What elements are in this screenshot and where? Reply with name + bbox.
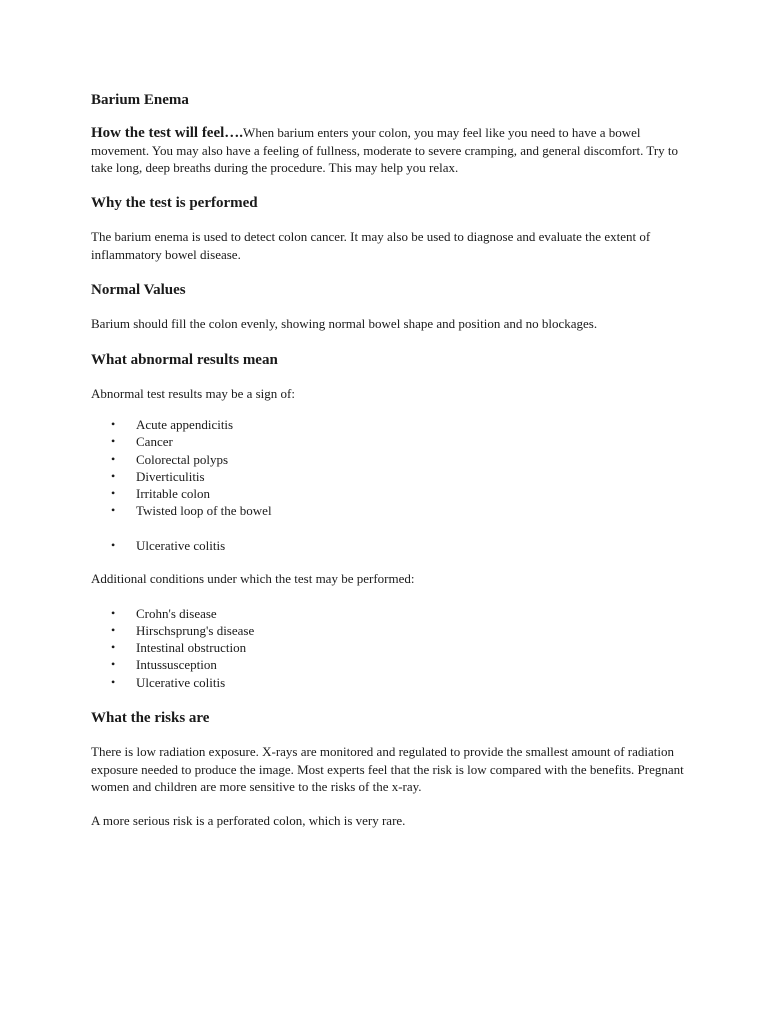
lead-text: When barium enters your colon, you may feel like you need to have a bowel movement. You may also have a feeling of fullness, moderate to severe cramping, and general discomfort. Try to take long, deep breaths during the procedure. This may help you relax. <box>91 125 679 175</box>
list-item <box>91 605 691 622</box>
list-item-text: Irritable colon <box>136 486 210 502</box>
list-item <box>91 468 691 485</box>
list-item-text: Intestinal obstruction <box>136 640 247 656</box>
list-item <box>91 416 691 433</box>
list-item <box>91 656 691 673</box>
list-item-text: Crohn's disease <box>136 605 217 621</box>
why-paragraph: The barium enema is used to detect colon cancer. It may also be used to diagnose and evaluate the extent of inflammatory bowel disease. <box>91 229 651 262</box>
abnormal-results-heading: What abnormal results mean <box>91 351 278 368</box>
bullet-icon: • <box>111 605 116 620</box>
list-item-text: Ulcerative colitis <box>136 674 226 690</box>
additional-conditions-list <box>91 605 691 691</box>
list-item <box>91 502 691 519</box>
bullet-icon: • <box>111 622 116 637</box>
bullet-icon: • <box>111 417 116 431</box>
list-item-text: Intussusception <box>136 657 217 673</box>
bullet-icon: • <box>111 657 116 672</box>
list-item <box>91 433 691 450</box>
list-item <box>91 537 691 554</box>
serious-risk-paragraph: A more serious risk is a perforated colon, which is very rare. <box>91 812 406 828</box>
bullet-icon: • <box>111 640 116 655</box>
list-item-text: Acute appendicitis <box>136 417 234 432</box>
list-item <box>91 485 691 502</box>
list-item <box>91 639 691 656</box>
lead-paragraph <box>91 124 691 176</box>
list-item <box>91 674 691 691</box>
bullet-icon: • <box>111 486 116 501</box>
list-item-text: Cancer <box>136 434 173 450</box>
bullet-icon: • <box>111 434 116 449</box>
abnormal-conditions-list <box>91 416 691 520</box>
why-heading: Why the test is performed <box>91 195 258 211</box>
list-item <box>91 622 691 639</box>
bullet-icon: • <box>111 537 116 552</box>
risks-paragraph: There is low radiation exposure. X-rays are monitored and regulated to provide the smallest amount of radiation exposure needed to produce the image. Most experts feel that the risk is low compared with the benefits. Pregnant women and children are more sensitive to the risks of the x-ray. <box>91 744 684 795</box>
list-item-text: Hirschsprung's disease <box>136 622 255 638</box>
bullet-icon: • <box>111 468 116 483</box>
bullet-icon: • <box>111 674 116 689</box>
normal-values-heading: Normal Values <box>91 282 186 298</box>
list-item-text: Diverticulitis <box>136 468 205 484</box>
list-item-text: Ulcerative colitis <box>136 537 226 553</box>
document-page <box>91 88 691 829</box>
abnormal-conditions-extra-list <box>91 537 691 554</box>
list-item-text: Twisted loop of the bowel <box>136 503 272 519</box>
normal-values-paragraph: Barium should fill the colon evenly, showing normal bowel shape and position and no blockages. <box>91 316 598 331</box>
lead-heading: How the test will feel…. <box>91 125 244 141</box>
risks-heading: What the risks are <box>91 710 210 727</box>
list-item <box>91 451 691 468</box>
abnormal-intro: Abnormal test results may be a sign of: <box>91 385 295 401</box>
additional-conditions-intro: Additional conditions under which the test may be performed: <box>91 571 415 587</box>
document-title: Barium Enema <box>91 92 189 108</box>
list-item-text: Colorectal polyps <box>136 451 229 467</box>
bullet-icon: • <box>111 503 116 518</box>
bullet-icon: • <box>111 451 116 466</box>
